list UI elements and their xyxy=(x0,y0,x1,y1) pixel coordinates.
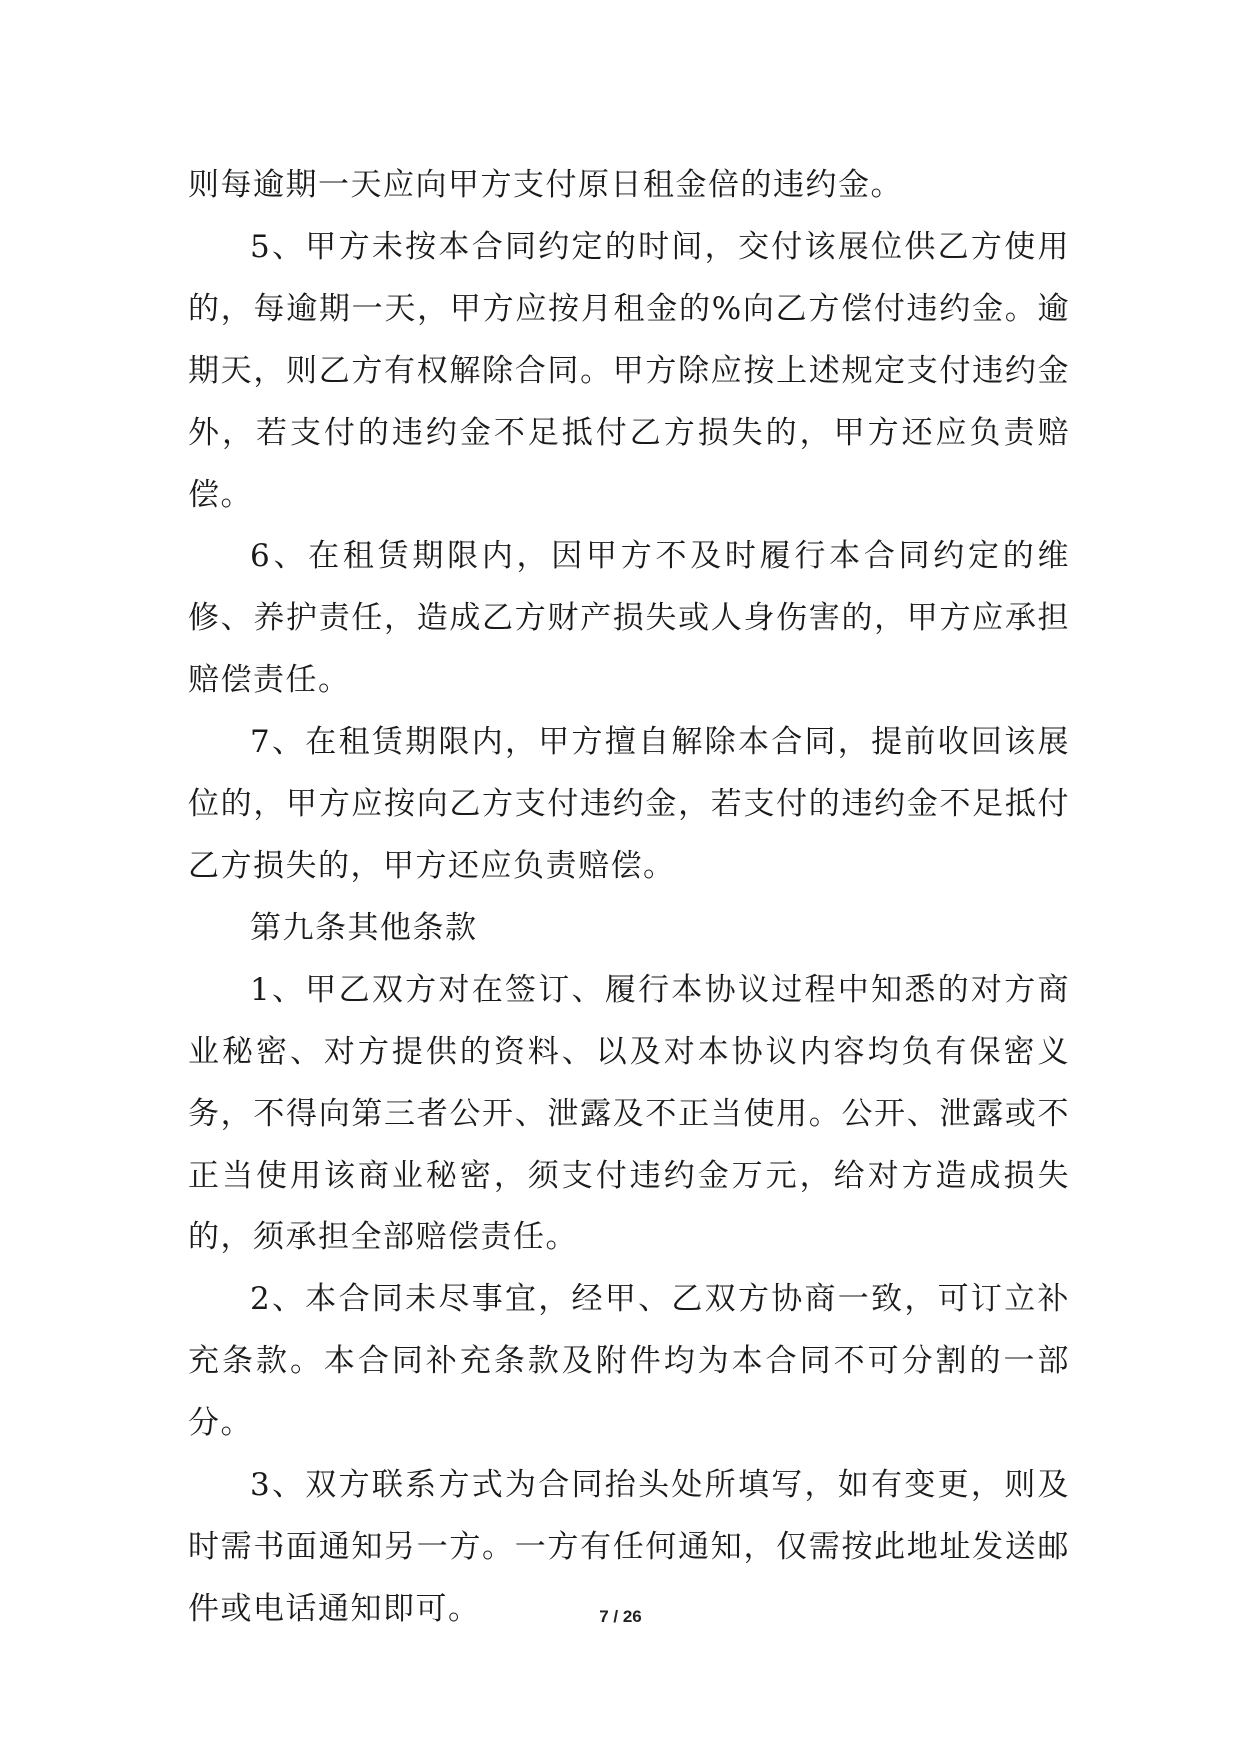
paragraph-clause-6: 6、在租赁期限内，因甲方不及时履行本合同约定的维修、养护责任，造成乙方财产损失或人身伤害的，甲方应承担赔偿责任。 xyxy=(188,538,1070,699)
paragraph-clause-7: 7、在租赁期限内，甲方擅自解除本合同，提前收回该展位的，甲方应按向乙方支付违约金，若支付的违约金不足抵付乙方损失的，甲方还应负责赔偿。 xyxy=(188,724,1070,884)
paragraph-article-9-clause-2: 2、本合同未尽事宜，经甲、乙双方协商一致，可订立补充条款。本合同补充条款及附件均为本合同不可分割的一部分。 xyxy=(188,1281,1070,1442)
paragraph-article-9-clause-3: 3、双方联系方式为合同抬头处所填写，如有变更，则及时需书面通知另一方。一方有任何通知，仅需按此地址发送邮件或电话通知即可。 xyxy=(188,1467,1070,1627)
page-number: 7 / 26 xyxy=(599,1607,642,1626)
paragraph-continuation: 则每逾期一天应向甲方支付原日租金倍的违约金。 xyxy=(188,167,903,203)
paragraph-article-9-clause-1: 1、甲乙双方对在签订、履行本协议过程中知悉的对方商业秘密、对方提供的资料、以及对本协议内容均负有保密义务，不得向第三者公开、泄露及不正当使用。公开、泄露或不正当使用该商业秘密，须支付违约金万元，给对方造成损失的，须承担全部赔偿责任。 xyxy=(188,971,1070,1256)
section-heading-article-9: 第九条其他条款 xyxy=(250,909,478,946)
document-body xyxy=(188,155,1070,1641)
paragraph-clause-5: 5、甲方未按本合同约定的时间，交付该展位供乙方使用的，每逾期一天，甲方应按月租金的%向乙方偿付违约金。逾期天，则乙方有权解除合同。甲方除应按上述规定支付违约金外，若支付的违约金不足抵付乙方损失的，甲方还应负责赔偿。 xyxy=(188,228,1070,513)
